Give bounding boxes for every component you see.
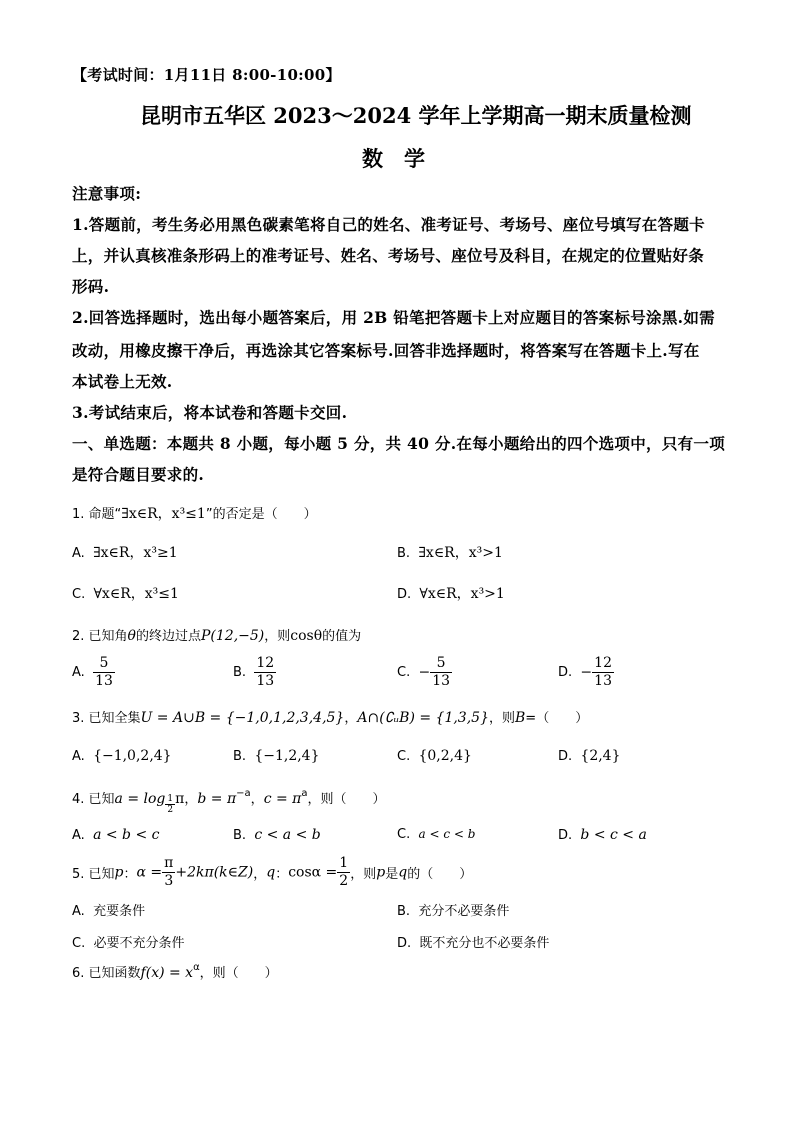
question-5-option-b[interactable] [397, 900, 509, 919]
fraction-den: 13 [256, 673, 275, 689]
stem-math: f(x) = x [140, 965, 194, 981]
question-1-option-d[interactable] [397, 583, 505, 603]
question-4-option-a[interactable] [72, 827, 159, 843]
question-2-option-a[interactable] [72, 655, 115, 690]
stem-math: cosα = [288, 864, 338, 881]
question-4-option-b[interactable] [233, 827, 321, 843]
question-5-option-a[interactable] [72, 900, 145, 919]
stem-text: 的值为 [322, 629, 362, 644]
fraction-num: 5 [93, 655, 115, 673]
question-4-stem [72, 788, 386, 815]
option-label: D. [558, 828, 573, 843]
stem-text: ， [344, 711, 358, 726]
option-label: C. [397, 749, 411, 764]
fraction-den: 2 [167, 805, 174, 815]
question-2-stem [72, 625, 361, 644]
question-3-option-c[interactable] [397, 748, 472, 764]
option-label: B. [397, 546, 411, 561]
stem-text: ： [123, 867, 137, 882]
question-5-option-c[interactable] [72, 932, 185, 951]
option-text: 既不充分也不必要条件 [419, 936, 550, 951]
option-label: B. [233, 828, 247, 843]
option-math: {−1,0,2,4} [93, 748, 172, 764]
stem-math: cosθ [290, 628, 323, 644]
question-3-option-b[interactable] [233, 748, 320, 764]
stem-text: ，则（ ） [199, 966, 278, 981]
option-label: D. [558, 749, 573, 764]
fraction-num: 5 [430, 655, 452, 673]
stem-math: π [175, 791, 185, 807]
option-math: ∀x∈R，x³>1 [419, 586, 505, 602]
fraction-num: 1 [339, 855, 349, 871]
option-label: D. [558, 665, 573, 680]
option-label: A. [72, 665, 85, 680]
stem-math: b = π [197, 791, 237, 807]
notes-line: 本试卷上无效. [72, 372, 173, 391]
option-label: C. [397, 665, 411, 680]
minus-sign: − [580, 664, 593, 681]
stem-math: U = A∪B = {−1,0,1,2,3,4,5} [140, 710, 345, 726]
question-1-option-b[interactable] [397, 542, 503, 562]
option-label: D. [397, 936, 412, 951]
fraction [337, 855, 350, 890]
notes-line: 上，并认真核准条形码上的准考证号、姓名、考场号、座位号及科目，在规定的位置贴好条 [72, 246, 705, 265]
option-label: A. [72, 828, 85, 843]
fraction [93, 655, 115, 690]
question-4-option-d[interactable] [558, 827, 647, 843]
stem-math: q [266, 864, 276, 881]
fraction-num: 1 [167, 794, 174, 804]
exponent: α [193, 962, 200, 973]
notes-line: 3.考试结束后，将本试卷和答题卡交回. [72, 403, 348, 422]
notes-line: 改动，用橡皮擦干净后，再选涂其它答案标号.回答非选择题时，将答案写在答题卡上.写在 [72, 341, 700, 360]
option-math: b < c < a [580, 827, 647, 843]
page-title: 昆明市五华区 2023～2024 学年上学期高一期末质量检测 [140, 103, 692, 128]
stem-text: 的（ ） [407, 867, 473, 882]
fraction-den: 13 [95, 673, 113, 689]
stem-text: 3. 已知全集 [72, 711, 141, 726]
option-label: B. [397, 904, 411, 919]
option-label: C. [72, 587, 86, 602]
question-1-option-a[interactable] [72, 542, 178, 562]
option-label: A. [72, 546, 85, 561]
stem-text: 4. 已知 [72, 792, 115, 807]
stem-text: ，则 [264, 629, 291, 644]
stem-math: B [515, 710, 526, 726]
stem-text: 5. 已知 [72, 867, 115, 882]
subject-title: 数 学 [362, 146, 425, 171]
option-math: ∀x∈R，x³≤1 [93, 586, 179, 602]
stem-text: 2. 已知角 [72, 629, 128, 644]
stem-math: α = [136, 864, 163, 881]
option-math: {−1,2,4} [254, 748, 320, 764]
stem-math: p [114, 864, 124, 881]
question-2-option-d[interactable] [558, 655, 614, 690]
question-3-stem [72, 707, 588, 726]
question-3-option-d[interactable] [558, 748, 621, 764]
section-heading: 一、单选题：本题共 8 小题，每小题 5 分，共 40 分.在每小题给出的四个选项中，只有一项 [72, 434, 726, 453]
option-label: D. [397, 587, 412, 602]
minus-sign: − [418, 664, 431, 681]
option-text: 充要条件 [93, 904, 146, 919]
stem-text: ， [250, 792, 264, 807]
fraction-den: 2 [339, 873, 349, 889]
question-1-stem [72, 503, 317, 523]
option-math: a < b < c [93, 827, 160, 843]
fraction-den: 13 [594, 673, 612, 689]
fraction-den: 3 [164, 873, 174, 889]
option-label: A. [72, 749, 85, 764]
fraction [430, 655, 452, 690]
stem-math: a = log [114, 791, 166, 807]
stem-text: ， [184, 792, 198, 807]
option-text: 必要不充分条件 [93, 936, 185, 951]
question-2-option-b[interactable] [233, 655, 276, 690]
stem-text: =（ ） [525, 711, 589, 726]
question-1-option-c[interactable] [72, 583, 179, 603]
exponent: a [301, 788, 308, 799]
notes-line: 2.回答选择题时，选出每小题答案后，用 2B 铅笔把答题卡上对应题目的答案标号涂黑.如需 [72, 308, 715, 327]
notes-line: 形码. [72, 277, 110, 296]
question-5-stem [72, 855, 472, 890]
option-math: ∃x∈R，x³≥1 [93, 545, 178, 561]
section-heading: 是符合题目要求的. [72, 465, 205, 484]
stem-text: ，则（ ） [307, 792, 386, 807]
option-math: a < c < b [418, 827, 476, 841]
stem-math: +2kπ(k∈Z) [175, 864, 254, 881]
question-5-option-d[interactable] [397, 932, 549, 951]
stem-text: ， [253, 867, 267, 882]
stem-math: θ [127, 628, 136, 644]
stem-math: ∃x∈R，x³≤1 [121, 506, 206, 522]
stem-math: p [376, 864, 386, 881]
fraction-den: 13 [432, 673, 451, 689]
stem-math: A∩(∁ᵤB) = {1,3,5} [357, 710, 489, 726]
option-text: 充分不必要条件 [418, 904, 510, 919]
stem-text: 是 [385, 867, 399, 882]
stem-math: c = π [263, 791, 302, 807]
option-label: C. [397, 827, 411, 842]
exam-time: 【考试时间：1月11日 8:00-10:00】 [72, 66, 341, 84]
log-base-fraction [165, 794, 175, 815]
fraction-num: 12 [256, 655, 275, 671]
option-math: ∃x∈R，x³>1 [418, 545, 503, 561]
stem-text: ”的否定是（ ） [205, 507, 317, 522]
notes-line: 1.答题前，考生务必用黑色碳素笔将自己的姓名、准考证号、考场号、座位号填写在答题卡 [72, 215, 705, 234]
stem-text: 1. 命题“ [72, 507, 122, 522]
stem-text: 的终边过点 [135, 629, 201, 644]
fraction [254, 655, 276, 690]
notes-heading: 注意事项: [72, 184, 142, 203]
stem-math: P(12,−5) [201, 628, 265, 644]
option-math: {2,4} [580, 748, 621, 764]
option-label: B. [233, 749, 247, 764]
exponent: −a [236, 788, 251, 799]
question-6-stem [72, 962, 278, 981]
option-label: B. [233, 665, 247, 680]
stem-math: q [398, 864, 408, 881]
question-2-option-c[interactable] [397, 655, 452, 690]
question-4-option-c[interactable] [397, 827, 475, 842]
stem-text: ，则 [350, 867, 377, 882]
option-math: {0,2,4} [418, 748, 472, 764]
fraction-num: π [164, 855, 174, 871]
fraction [592, 655, 614, 690]
option-label: A. [72, 904, 85, 919]
stem-text: ，则 [488, 711, 515, 726]
stem-text: ： [275, 867, 289, 882]
option-math: c < a < b [254, 827, 321, 843]
question-3-option-a[interactable] [72, 748, 172, 764]
stem-text: 6. 已知函数 [72, 966, 141, 981]
fraction-num: 12 [594, 655, 612, 671]
option-label: C. [72, 936, 86, 951]
fraction [162, 855, 175, 890]
